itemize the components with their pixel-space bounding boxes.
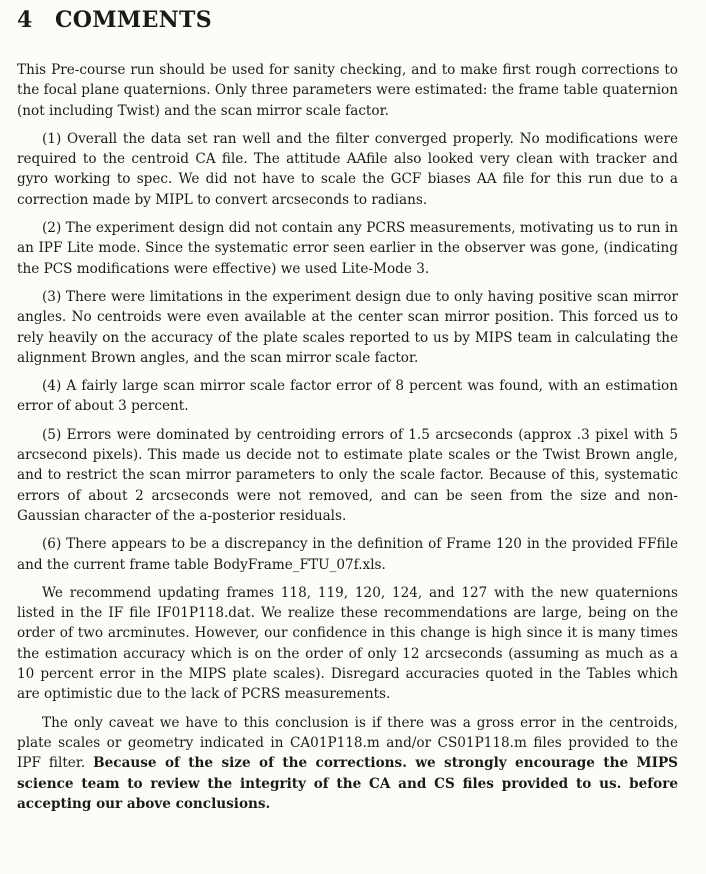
intro-paragraph: This Pre-course run should be used for sanity checking, and to make first rough corrections to the focal plane quaternions. Only three parameters were estimated: the frame table quaternion (not including Twist) and the scan mirror scale factor. [17, 62, 678, 119]
caveat-text: The only caveat we have to this conclusion is if there was a gross error in the centroids, plate scales or geometry indicated in CA01P118.m and/or CS01P118.m files provided to the IPF filter. [17, 714, 678, 772]
paragraph-item-5: (5) Errors were dominated by centroiding errors of 1.5 arcseconds (approx .3 pixel with 5 arcsecond pixels). This made us decide not to estimate plate scales or the Twist Brown angle, and to restrict the scan mirror parameters to only the scale factor. Because of this, systematic errors of about 2 arcseconds were not removed, and can be seen from the size and non-Gaussian character of the a-posterior residuals. [17, 426, 678, 524]
section-title: COMMENTS [55, 7, 212, 33]
caveat-emphasis: Because of the size of the corrections. we strongly encourage the MIPS science team to review the integrity of the CA and CS files provided to us. before accepting our above conclusions. [17, 755, 678, 812]
caveat-paragraph [17, 713, 678, 814]
paragraph-item-3: (3) There were limitations in the experiment design due to only having positive scan mirror angles. No centroids were even available at the center scan mirror position. This forced us to rely heavily on the accuracy of the plate scales reported to us by MIPS team in calculating the alignment Brown angles, and the scan mirror scale factor. [17, 288, 678, 366]
paragraph-item-4: (4) A fairly large scan mirror scale factor error of 8 percent was found, with an estimation error of about 3 percent. [17, 378, 678, 415]
paragraph-item-2: (2) The experiment design did not contain any PCRS measurements, motivating us to run in an IPF Lite mode. Since the systematic error seen earlier in the observer was gone, (indicating the PCS modifications were effective) we used Lite-Mode 3. [17, 220, 678, 277]
section-heading [17, 6, 678, 34]
document-page [17, 6, 678, 814]
recommendation-paragraph: We recommend updating frames 118, 119, 120, 124, and 127 with the new quaternions listed in the IF file IF01P118.dat. We realize these recommendations are large, being on the order of two arcminutes. However, our confidence in this change is high since it is many times the estimation accuracy which is on the order of only 12 arcseconds (assuming as much as a 10 percent error in the MIPS plate scales). Disregard accuracies quoted in the Tables which are optimistic due to the lack of PCRS measurements. [17, 584, 678, 703]
paragraph-item-1: (1) Overall the data set ran well and the filter converged properly. No modifications were required to the centroid CA file. The attitude AAfile also looked very clean with tracker and gyro working to spec. We did not have to scale the GCF biases AA file for this run due to a correction made by MIPL to convert arcseconds to radians. [17, 130, 678, 208]
paragraph-item-6: (6) There appears to be a discrepancy in the definition of Frame 120 in the provided FFfile and the current frame table BodyFrame_FTU_07f.xls. [17, 536, 678, 573]
section-number: 4 [17, 7, 33, 33]
